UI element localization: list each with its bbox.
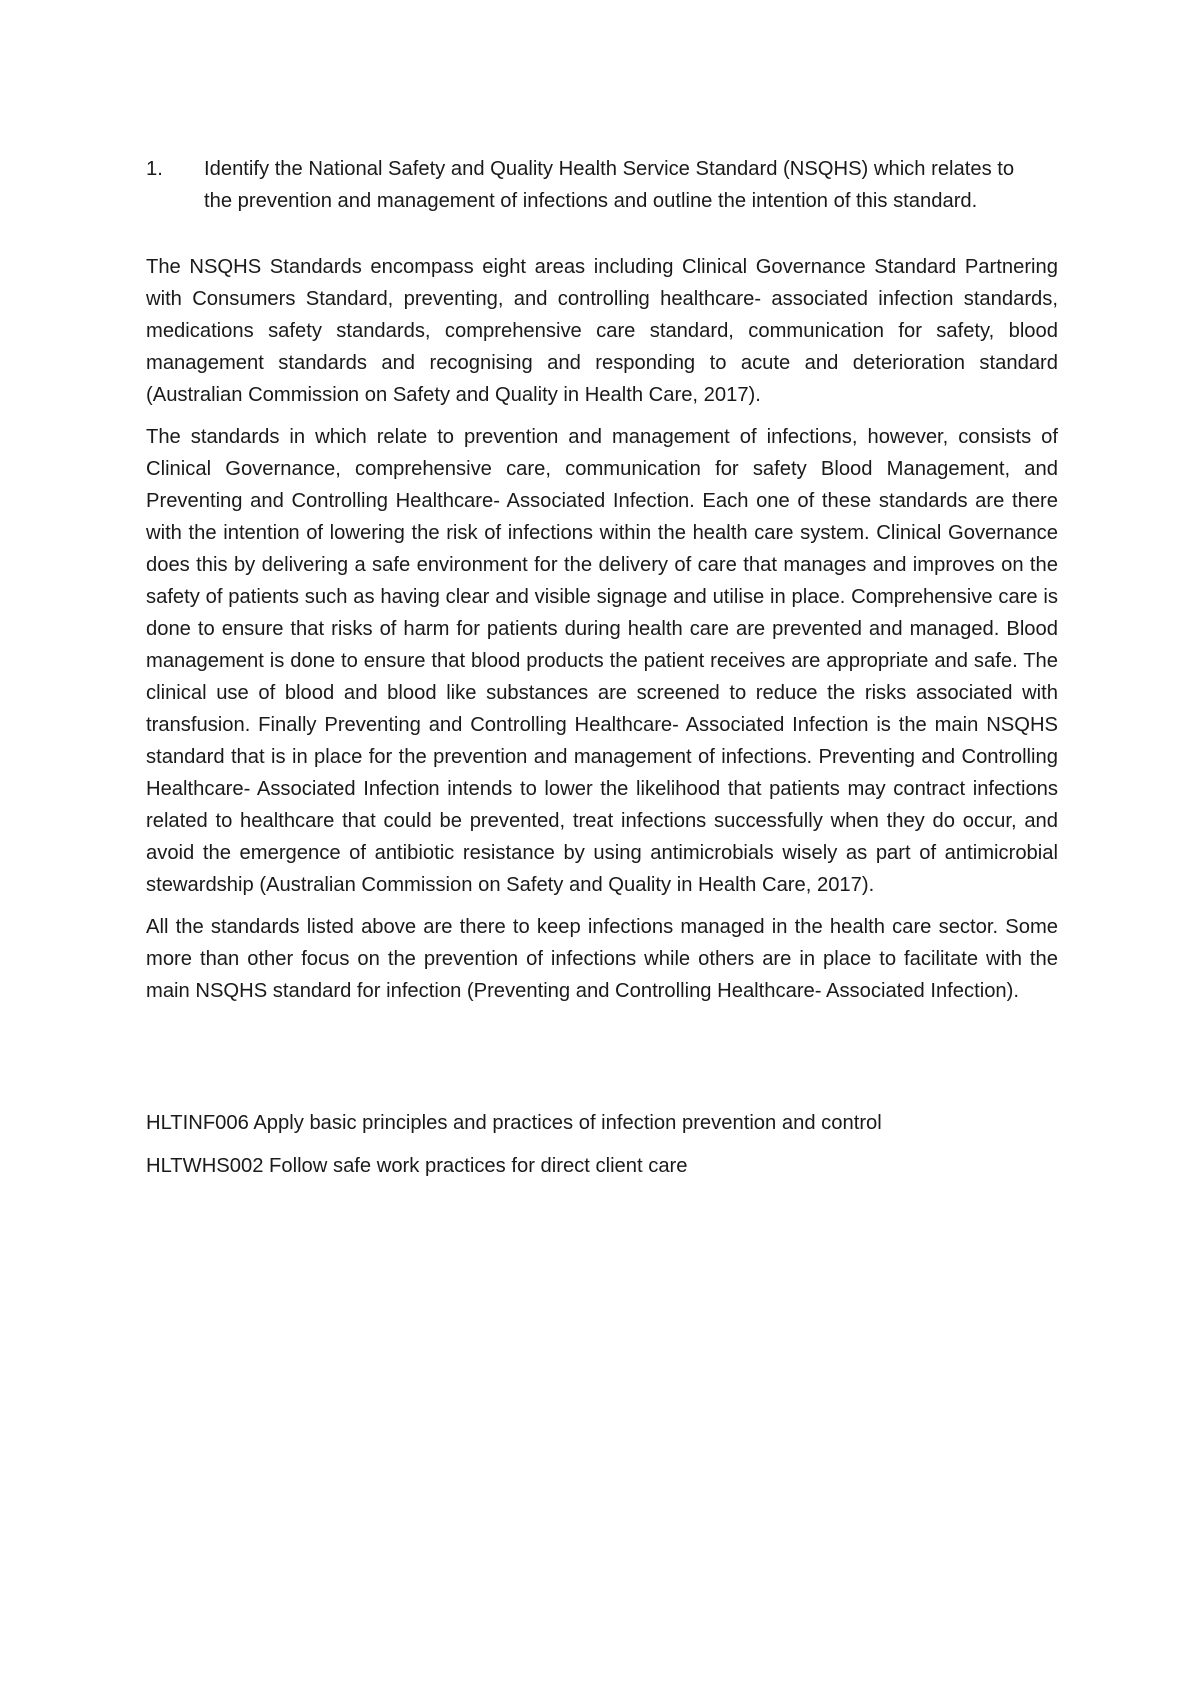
answer-paragraph-infection-standards: The standards in which relate to prevention and management of infections, however, consists of Clinical Governance, comprehensive care, communication for safety Blood Management, and Preventing and Controlling Healthcare- Associated Infection. Each one of these standards are there with the intention of lowering the risk of infections within the health care system. Clinical Governance does this by delivering a safe environment for the delivery of care that manages and improves on the safety of patients such as having clear and visible signage and utilise in place. Comprehensive care is done to ensure that risks of harm for patients during health care are prevented and managed. Blood management is done to ensure that blood products the patient receives are appropriate and safe. The clinical use of blood and blood like substances are screened to reduce the risks associated with transfusion. Finally Preventing and Controlling Healthcare- Associated Infection is the main NSQHS standard that is in place for the prevention and management of infections. Preventing and Controlling Healthcare- Associated Infection intends to lower the likelihood that patients may contract infections related to healthcare that could be prevented, treat infections successfully when they do occur, and avoid the emergence of antibiotic resistance by using antimicrobials wisely as part of antimicrobial stewardship (Australian Commission on Safety and Quality in Health Care, 2017). bbox=[146, 426, 1058, 896]
answer-paragraph-standards-overview: The NSQHS Standards encompass eight areas including Clinical Governance Standard Partnering with Consumers Standard, preventing, and controlling healthcare- associated infection standards, medications safety standards, comprehensive care standard, communication for safety, blood management standards and recognising and responding to acute and deterioration standard (Australian Commission on Safety and Quality in Health Care, 2017). bbox=[146, 256, 1058, 406]
unit-code-hltinf006: HLTINF006 Apply basic principles and practices of infection prevention and control bbox=[146, 1112, 882, 1134]
unit-code-hltwhs002: HLTWHS002 Follow safe work practices for direct client care bbox=[146, 1155, 688, 1177]
question-text: Identify the National Safety and Quality Health Service Standard (NSQHS) which relates to the prevention and management of infections and outline the intention of this standard. bbox=[204, 158, 1015, 212]
document-body bbox=[146, 153, 1058, 1193]
question-item bbox=[146, 153, 1058, 217]
answer-paragraph-summary: All the standards listed above are there to keep infections managed in the health care sector. Some more than other focus on the prevention of infections while others are in place to facilitate with the main NSQHS standard for infection (Preventing and Controlling Healthcare- Associated Infection). bbox=[146, 916, 1058, 1002]
section-gap bbox=[146, 1017, 1058, 1107]
question-number: 1. bbox=[146, 158, 163, 180]
